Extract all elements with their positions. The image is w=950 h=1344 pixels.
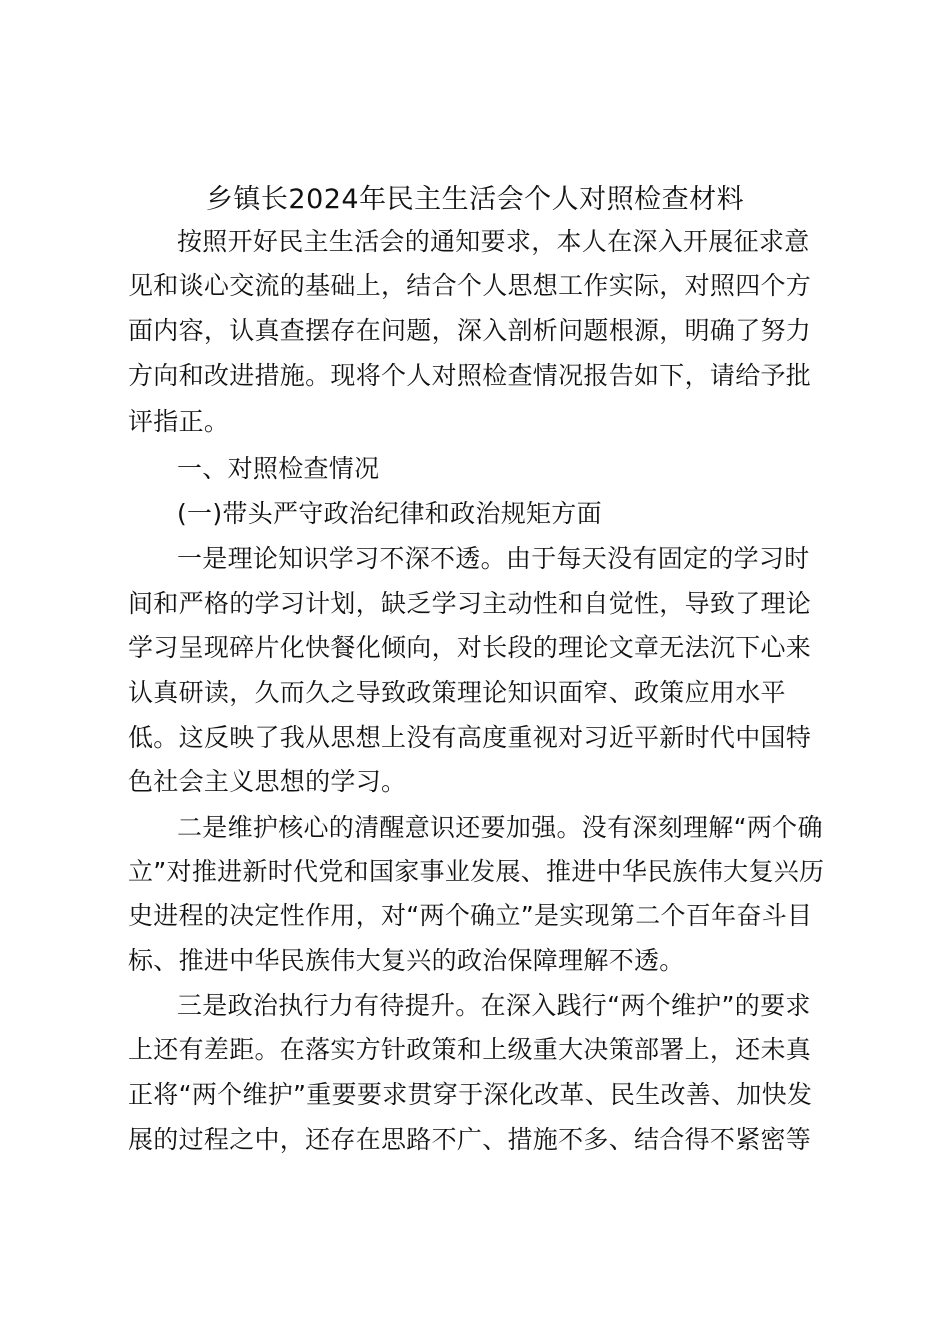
body-line: 立”对推进新时代党和国家事业发展、推进中华民族伟大复兴历 [128,857,825,886]
document-title: 乡镇长2024年民主生活会个人对照检查材料 [205,184,745,215]
body-line: 见和谈心交流的基础上，结合个人思想工作实际，对照四个方 [128,271,812,300]
body-line: 学习呈现碎片化快餐化倾向，对长段的理论文章无法沉下心来 [128,633,812,662]
body-line: 正将“两个维护”重要要求贯穿于深化改革、民生改善、加快发 [128,1080,813,1109]
body-line: 面内容，认真查摆存在问题，深入剖析问题根源，明确了努力 [128,316,812,345]
subsection-heading: (一)带头严守政治纪律和政治规矩方面 [177,499,602,528]
body-line: 三是政治执行力有待提升。在深入践行“两个维护”的要求 [177,991,811,1020]
body-line: 展的过程之中，还存在思路不广、措施不多、结合得不紧密等 [128,1125,812,1154]
body-line: 一是理论知识学习不深不透。由于每天没有固定的学习时 [177,544,810,573]
body-line: 二是维护核心的清醒意识还要加强。没有深刻理解“两个确 [177,813,823,842]
body-line: 上还有差距。在落实方针政策和上级重大决策部署上，还未真 [128,1035,812,1064]
body-line: 评指正。 [128,407,230,436]
body-line: 按照开好民主生活会的通知要求，本人在深入开展征求意 [177,227,810,256]
body-line: 低。这反映了我从思想上没有高度重视对习近平新时代中国特 [128,723,812,752]
body-line: 方向和改进措施。现将个人对照检查情况报告如下，请给予批 [128,361,812,390]
body-line: 标、推进中华民族伟大复兴的政治保障理解不透。 [128,946,685,975]
section-heading: 一、对照检查情况 [177,454,380,483]
body-line: 史进程的决定性作用，对“两个确立”是实现第二个百年奋斗目 [128,901,813,930]
body-line: 认真研读，久而久之导致政策理论知识面窄、政策应用水平 [128,678,786,707]
body-line: 色社会主义思想的学习。 [128,767,407,796]
body-line: 间和严格的学习计划，缺乏学习主动性和自觉性，导致了理论 [128,589,812,618]
